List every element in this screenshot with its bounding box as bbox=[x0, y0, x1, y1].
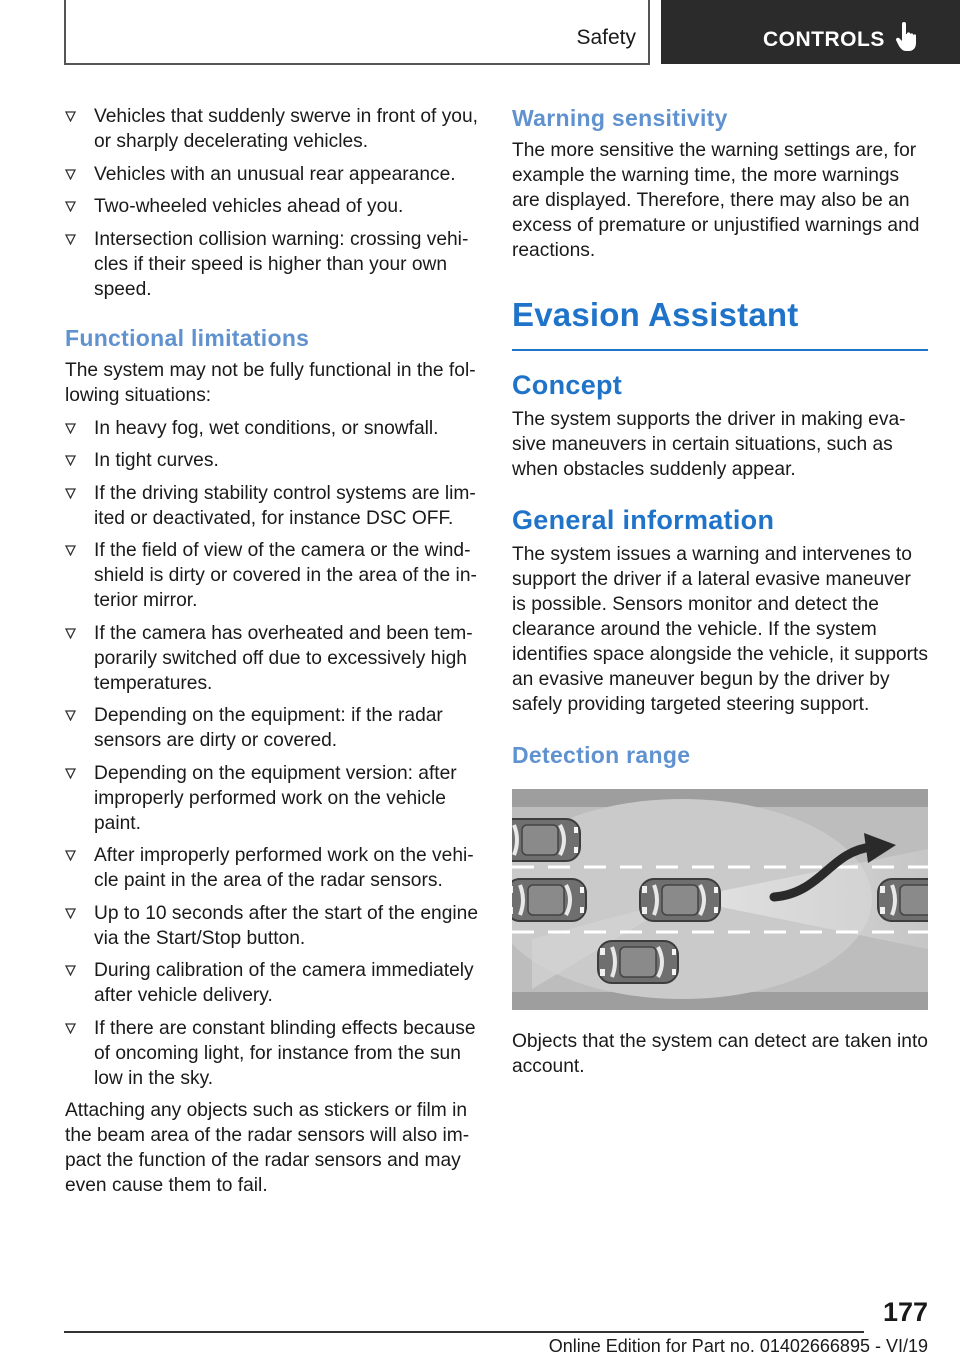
triangle-bullet-icon bbox=[65, 710, 76, 721]
general-information-heading: General information bbox=[512, 504, 775, 535]
list-item bbox=[65, 843, 480, 893]
list-item bbox=[65, 448, 480, 473]
figure-caption: Objects that the system can detect are taken into account. bbox=[512, 1030, 928, 1077]
list-item-text: After improperly performed work on the vehicle paint in the area of the radar sensors. bbox=[94, 845, 474, 891]
triangle-bullet-icon bbox=[65, 850, 76, 861]
triangle-bullet-icon bbox=[65, 201, 76, 212]
warning-sensitivity-text: The more sensitive the warning settings are, for example the warning time, the more warnings are displayed. Therefore, there may also be an excess of premature or unjustified warnings and reactions. bbox=[512, 140, 920, 261]
list-item-text: Intersection collision warning: crossing vehicles if their speed is higher than your own speed. bbox=[94, 228, 469, 300]
triangle-bullet-icon bbox=[65, 1023, 76, 1034]
list-item bbox=[65, 761, 480, 836]
footer-rule bbox=[64, 1331, 864, 1333]
list-item-text: Vehicles that suddenly swerve in front of you, or sharply decelerating vehicles. bbox=[94, 106, 478, 152]
car-rear-left-lane bbox=[512, 819, 580, 861]
warning-sensitivity-heading: Warning sensitivity bbox=[512, 105, 728, 131]
limitations-bullet-list bbox=[65, 416, 480, 1091]
list-item bbox=[65, 104, 480, 154]
right-column bbox=[512, 104, 928, 1079]
car-obstacle-ahead bbox=[878, 879, 928, 921]
title-rule bbox=[512, 349, 928, 351]
header-divider bbox=[648, 0, 650, 64]
concept-heading: Concept bbox=[512, 369, 623, 400]
list-item bbox=[65, 481, 480, 531]
road-cars-evasion-illustration bbox=[512, 789, 928, 1010]
list-item-text: If the camera has overheated and been temporarily switched off due to excessively high temperatures. bbox=[94, 622, 473, 694]
pointing-hand-icon bbox=[895, 22, 917, 52]
list-item-text: If the field of view of the camera or the windshield is dirty or covered in the area of the interior mirror. bbox=[94, 540, 477, 611]
list-item-text: Up to 10 seconds after the start of the engine via the Start/Stop button. bbox=[94, 902, 478, 949]
intro-bullet-list bbox=[65, 104, 480, 302]
radar-attachment-note: Attaching any objects such as stickers or film in the beam area of the radar sensors will also impact the function of the radar sensors and may even cause them to fail. bbox=[65, 1100, 470, 1196]
ego-car bbox=[640, 879, 720, 921]
list-item bbox=[65, 227, 480, 302]
triangle-bullet-icon bbox=[65, 234, 76, 245]
header-chapter-tab bbox=[661, 0, 960, 64]
header-left-rule bbox=[64, 0, 66, 64]
concept-text: The system supports the driver in making evasive maneuvers in certain situations, such as when obstacles suddenly appear. bbox=[512, 408, 906, 480]
evasion-assistant-title: Evasion Assistant bbox=[512, 296, 799, 333]
triangle-bullet-icon bbox=[65, 169, 76, 180]
triangle-bullet-icon bbox=[65, 423, 76, 434]
triangle-bullet-icon bbox=[65, 908, 76, 919]
list-item-text: Depending on the equipment version: after improperly performed work on the vehicle paint. bbox=[94, 762, 457, 834]
list-item-text: If there are constant blinding effects because of oncoming light, for instance from the sun low in the sky. bbox=[94, 1017, 476, 1089]
header-bottom-rule bbox=[64, 63, 650, 65]
list-item bbox=[65, 538, 480, 613]
list-item bbox=[65, 194, 480, 219]
list-item bbox=[65, 1016, 480, 1091]
edition-note: Online Edition for Part no. 01402666895 - VI/19 bbox=[548, 1336, 928, 1356]
list-item-text: In tight curves. bbox=[94, 450, 219, 471]
list-item-text: In heavy fog, wet conditions, or snowfall. bbox=[94, 417, 439, 439]
triangle-bullet-icon bbox=[65, 488, 76, 499]
header-chapter-label: CONTROLS bbox=[763, 28, 885, 51]
limitations-intro: The system may not be fully functional in the following situations: bbox=[65, 359, 476, 406]
list-item-text: Two-wheeled vehicles ahead of you. bbox=[94, 196, 404, 217]
triangle-bullet-icon bbox=[65, 768, 76, 779]
list-item-text: During calibration of the camera immediately after vehicle delivery. bbox=[94, 960, 474, 1006]
detection-range-heading: Detection range bbox=[512, 741, 691, 768]
list-item bbox=[65, 901, 480, 951]
list-item-text: If the driving stability control systems are limited or deactivated, for instance DSC OFF. bbox=[94, 482, 476, 529]
triangle-bullet-icon bbox=[65, 628, 76, 639]
list-item-text: Depending on the equipment: if the radar sensors are dirty or covered. bbox=[94, 705, 443, 751]
functional-limitations-heading: Functional limitations bbox=[65, 324, 310, 351]
list-item bbox=[65, 703, 480, 753]
triangle-bullet-icon bbox=[65, 111, 76, 122]
header-section-title: Safety bbox=[576, 26, 636, 49]
list-item bbox=[65, 958, 480, 1008]
list-item-text: Vehicles with an unusual rear appearance. bbox=[94, 163, 456, 185]
list-item bbox=[65, 416, 480, 441]
general-information-text: The system issues a warning and intervenes to support the driver if a lateral evasive maneuver is possible. Sensors monitor and detect the clearance around the vehicle. If the system identifies space alongside the vehicle, it supports an evasive maneuver begun by the driver by safely providing targeted steering support. bbox=[512, 543, 928, 715]
triangle-bullet-icon bbox=[65, 455, 76, 466]
triangle-bullet-icon bbox=[65, 545, 76, 556]
car-right-lane bbox=[598, 941, 678, 983]
page-number: 177 bbox=[882, 1297, 928, 1327]
list-item bbox=[65, 162, 480, 187]
list-item bbox=[65, 621, 480, 696]
left-column bbox=[65, 104, 480, 1198]
triangle-bullet-icon bbox=[65, 965, 76, 976]
car-rear-center-lane bbox=[512, 879, 586, 921]
